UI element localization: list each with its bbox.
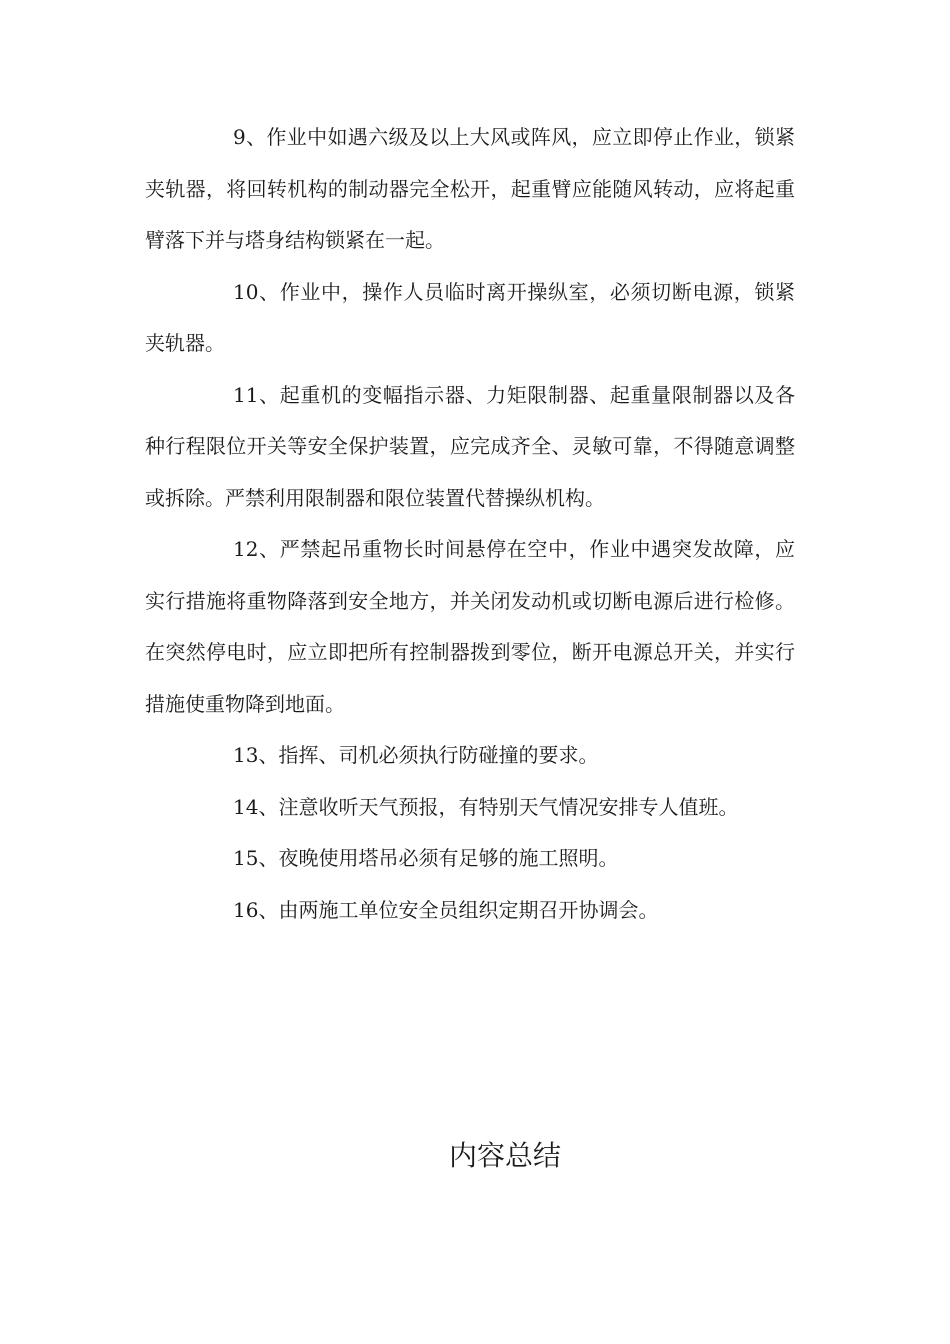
paragraph-16: 16、由两施工单位安全员组织定期召开协调会。 — [233, 897, 659, 922]
paragraph-15: 15、夜晚使用塔吊必须有足够的施工照明。 — [233, 846, 619, 870]
paragraph-9: 9、作业中如遇六级及以上大风或阵风，应立即停止作业，锁紧夹轨器，将回转机构的制动器完全松开，起重臂应能随风转动，应将起重臂落下并与塔身结构锁紧在一起。 — [145, 125, 795, 252]
paragraph-11: 11、起重机的变幅指示器、力矩限制器、起重量限制器以及各种行程限位开关等安全保护装置，应完成齐全、灵敏可靠，不得随意调整或拆除。严禁利用限制器和限位装置代替操纵机构。 — [145, 382, 795, 510]
paragraph-13: 13、指挥、司机必须执行防碰撞的要求。 — [233, 743, 599, 767]
paragraph-14: 14、注意收听天气预报，有特别天气情况安排专人值班。 — [233, 794, 739, 819]
document-body — [145, 112, 795, 936]
summary-title: 内容总结 — [448, 1139, 561, 1172]
paragraph-10: 10、作业中，操作人员临时离开操纵室，必须切断电源，锁紧夹轨器。 — [145, 279, 795, 355]
paragraph-12: 12、严禁起吊重物长时间悬停在空中，作业中遇突发故障，应实行措施将重物降落到安全地方，并关闭发动机或切断电源后进行检修。在突然停电时，应立即把所有控制器拨到零位，断开电源总开关，并实行措施使重物降到地面。 — [145, 537, 795, 716]
